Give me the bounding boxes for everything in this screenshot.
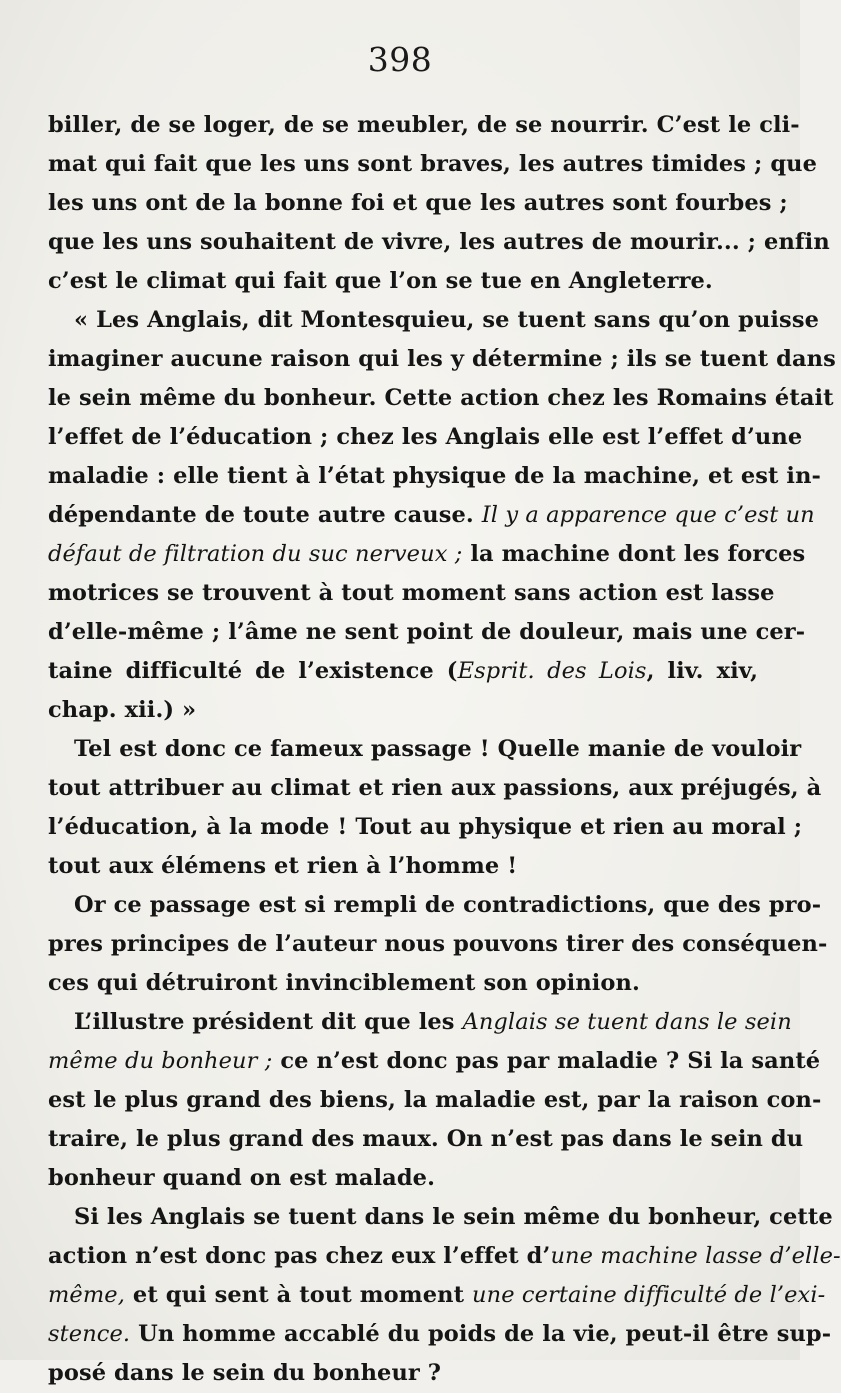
text-line — [48, 964, 758, 1003]
text-segment: est le plus grand des biens, la maladie est, par la raison con- — [48, 1087, 822, 1113]
text-segment: d’elle-même ; l’âme ne sent point de douleur, mais une cer- — [48, 619, 806, 645]
text-segment: Or ce passage est si rempli de contradictions, que des pro- — [74, 892, 822, 918]
text-segment: imaginer aucune raison qui les y détermine ; ils se tuent dans — [48, 346, 836, 372]
text-segment: ce n’est donc pas par maladie ? Si la santé — [272, 1048, 821, 1074]
text-segment: chap. xii.) » — [48, 697, 197, 723]
text-line — [48, 301, 820, 340]
text-line — [48, 925, 828, 964]
text-segment: l’effet de l’éducation ; chez les Anglais elle est l’effet d’une — [48, 424, 803, 450]
text-line — [48, 1276, 826, 1315]
text-segment: mat qui fait que les uns sont braves, les autres timides ; que — [48, 151, 818, 177]
italic-text-segment: Esprit. des Lois — [457, 658, 647, 684]
text-segment: tout attribuer au climat et rien aux passions, aux préjugés, à — [48, 775, 822, 801]
text-line — [48, 808, 803, 847]
body-text — [48, 106, 841, 1393]
text-segment: et qui sent à tout moment — [124, 1282, 473, 1308]
text-line — [48, 1198, 833, 1237]
text-segment: posé dans le sein du bonheur ? — [48, 1360, 442, 1386]
italic-text-segment: même du bonheur ; — [48, 1048, 273, 1074]
text-line — [48, 184, 788, 223]
italic-text-segment: une certaine difficulté de l’exi- — [472, 1282, 826, 1308]
text-segment: biller, de se loger, de se meubler, de se nourrir. C’est le cli- — [48, 112, 800, 138]
text-segment: Si les Anglais se tuent dans le sein même du bonheur, cette — [74, 1204, 833, 1230]
text-segment: maladie : elle tient à l’état physique de la machine, et est in- — [48, 463, 821, 489]
text-line — [48, 1003, 792, 1042]
text-segment: action n’est donc pas chez eux l’effet d’ — [48, 1243, 551, 1269]
text-segment: le sein même du bonheur. Cette action chez les Romains était — [48, 385, 834, 411]
text-line — [48, 1315, 832, 1354]
text-segment: dépendante de toute autre cause. — [48, 502, 482, 528]
text-segment: tout aux élémens et rien à l’homme ! — [48, 853, 518, 879]
text-line — [48, 1042, 821, 1081]
text-line — [48, 106, 800, 145]
text-line — [48, 886, 822, 925]
text-line — [48, 1120, 804, 1159]
text-segment: L’illustre président dit que les — [74, 1009, 463, 1035]
text-line — [48, 1354, 758, 1393]
text-segment: bonheur quand on est malade. — [48, 1165, 436, 1191]
text-segment: Tel est donc ce fameux passage ! Quelle manie de vouloir — [74, 736, 802, 762]
italic-text-segment: Anglais se tuent dans le sein — [462, 1009, 792, 1035]
italic-text-segment: Il y a apparence que c’est un — [481, 502, 815, 528]
text-line — [48, 730, 802, 769]
text-line — [48, 1159, 758, 1198]
text-line — [48, 1081, 822, 1120]
text-segment: l’éducation, à la mode ! Tout au physique et rien au moral ; — [48, 814, 803, 840]
text-line — [48, 496, 815, 535]
text-line — [48, 1237, 841, 1276]
text-segment: ces qui détruiront invinciblement son opinion. — [48, 970, 640, 996]
italic-text-segment: défaut de filtration du suc nerveux ; — [48, 541, 463, 567]
text-segment: traire, le plus grand des maux. On n’est pas dans le sein du — [48, 1126, 804, 1152]
text-line — [48, 613, 806, 652]
text-segment: que les uns souhaitent de vivre, les autres de mourir... ; enfin — [48, 229, 830, 255]
italic-text-segment: une machine lasse d’elle- — [550, 1243, 841, 1269]
text-line — [48, 418, 803, 457]
text-line — [48, 379, 834, 418]
page-number: 398 — [367, 40, 433, 79]
text-line — [48, 652, 758, 691]
text-line — [48, 691, 758, 730]
text-segment: les uns ont de la bonne foi et que les autres sont fourbes ; — [48, 190, 788, 216]
italic-text-segment: même, — [48, 1282, 125, 1308]
text-segment: motrices se trouvent à tout moment sans action est lasse — [48, 580, 775, 606]
text-line — [48, 535, 806, 574]
text-line — [48, 847, 758, 886]
text-line — [48, 457, 821, 496]
text-segment: la machine dont les forces — [462, 541, 806, 567]
text-line — [48, 574, 775, 613]
text-line — [48, 340, 836, 379]
text-segment: , liv. xiv, — [646, 658, 759, 684]
text-segment: Un homme accablé du poids de la vie, peut-il être sup- — [130, 1321, 832, 1347]
text-segment: taine difficulté de l’existence ( — [48, 658, 458, 684]
text-line — [48, 223, 830, 262]
text-line — [48, 769, 822, 808]
text-line — [48, 145, 818, 184]
text-segment: c’est le climat qui fait que l’on se tue en Angleterre. — [48, 268, 713, 294]
text-segment: « Les Anglais, dit Montesquieu, se tuent sans qu’on puisse — [74, 307, 820, 333]
italic-text-segment: stence. — [48, 1321, 131, 1347]
text-segment: pres principes de l’auteur nous pouvons tirer des conséquen- — [48, 931, 828, 957]
text-line — [48, 262, 758, 301]
